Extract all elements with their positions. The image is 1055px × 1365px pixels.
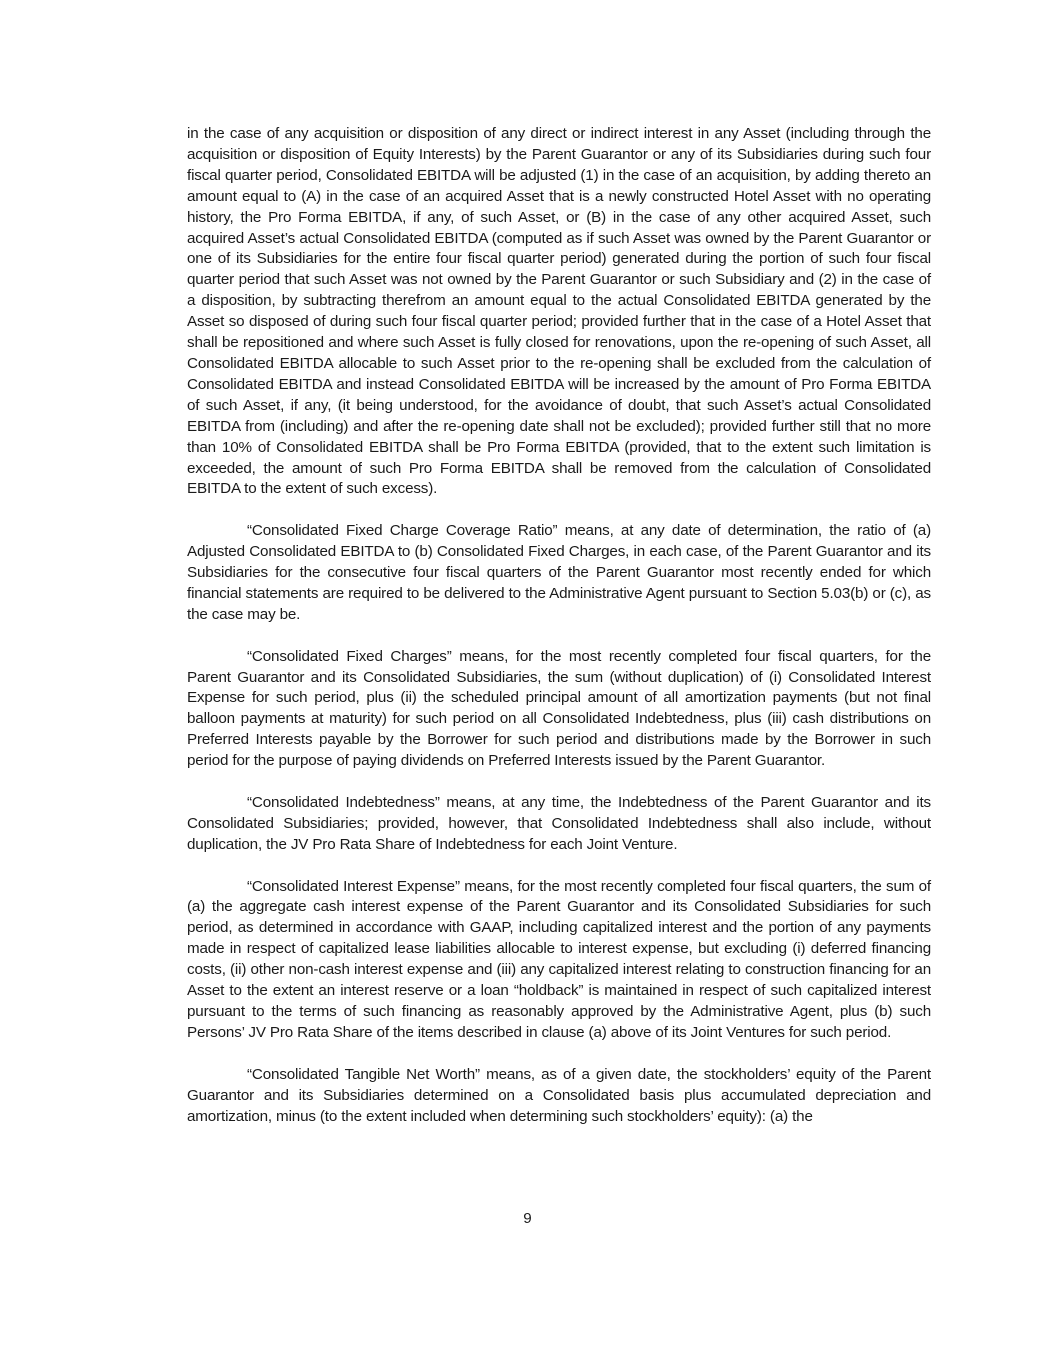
paragraph-consolidated-indebtedness: “Consolidated Indebtedness” means, at any time, the Indebtedness of the Parent Guarantor and its Consolidated Subsidiaries; provided, however, that Consolidated Indebtedness shall also include, without duplication, the JV Pro Rata Share of Indebtedness for each Joint Venture. (187, 793, 931, 853)
page-number: 9 (523, 1210, 532, 1227)
paragraph-ebitda-adjustment: in the case of any acquisition or disposition of any direct or indirect interest in any Asset (including through the acquisition or disposition of Equity Interests) by the Parent Guarantor or any of its Subsidiaries during such four fiscal quarter period, Consolidated EBITDA will be adjusted (1) in the case of an acquisition, by adding thereto an amount equal to (A) in the case of an acquired Asset that is a newly constructed Hotel Asset with no operating history, the Pro Forma EBITDA, if any, of such Asset, or (B) in the case of any other acquired Asset, such acquired Asset’s actual Consolidated EBITDA (computed as if such Asset was owned by the Parent Guarantor or one of its Subsidiaries for the entire four fiscal quarter period) generated during the portion of such four fiscal quarter period that such Asset was not owned by the Parent Guarantor or such Subsidiary and (2) in the case of a disposition, by subtracting therefrom an amount equal to the actual Consolidated EBITDA generated by the Asset so disposed of during such four fiscal quarter period; provided further that in the case of a Hotel Asset that shall be repositioned and where such Asset is fully closed for renovations, upon the re-opening of such Asset, all Consolidated EBITDA allocable to such Asset prior to the re-opening shall be excluded from the calculation of Consolidated EBITDA and instead Consolidated EBITDA will be increased by the amount of Pro Forma EBITDA of such Asset, if any, (it being understood, for the avoidance of doubt, that such Asset’s actual Consolidated EBITDA from (including) and after the re-opening date shall not be excluded); provided further still that no more than 10% of Consolidated EBITDA shall be Pro Forma EBITDA (provided, that to the extent such limitation is exceeded, the amount of such Pro Forma EBITDA shall be removed from the calculation of Consolidated EBITDA to the extent of such excess). (187, 125, 931, 498)
paragraph-fixed-charges: “Consolidated Fixed Charges” means, for the most recently completed four fiscal quarters, for the Parent Guarantor and its Consolidated Subsidiaries, the sum (without duplication) of (i) Consolidated Interest Expense for such period, plus (ii) the scheduled principal amount of all amortization payments (but not final balloon payments at maturity) for such period on all Consolidated Indebtedness, plus (iii) cash distributions on Preferred Interests payable by the Borrower for such period and distributions made by the Borrower in such period for the purpose of paying dividends on Preferred Interests issued by the Parent Guarantor. (187, 647, 931, 770)
paragraph-fixed-charge-coverage-ratio: “Consolidated Fixed Charge Coverage Ratio” means, at any date of determination, the ratio of (a) Adjusted Consolidated EBITDA to (b) Consolidated Fixed Charges, in each case, of the Parent Guarantor and its Subsidiaries for the consecutive four fiscal quarters of the Parent Guarantor most recently ended for which financial statements are required to be delivered to the Administrative Agent pursuant to Section 5.03(b) or (c), as the case may be. (187, 522, 931, 623)
paragraph-interest-expense: “Consolidated Interest Expense” means, for the most recently completed four fiscal quarters, the sum of (a) the aggregate cash interest expense of the Parent Guarantor and its Consolidated Subsidiaries for such period, as determined in accordance with GAAP, including capitalized interest and the portion of any payments made in respect of capitalized lease liabilities allocable to interest expense, but excluding (i) deferred financing costs, (ii) other non-cash interest expense and (iii) any capitalized interest relating to construction financing for an Asset to the extent an interest reserve or a loan “holdback” is maintained in respect of such capitalized interest pursuant to the terms of such financing as reasonably approved by the Administrative Agent, plus (b) such Persons’ JV Pro Rata Share of the items described in clause (a) above of its Joint Ventures for such period. (187, 877, 931, 1041)
paragraph-tangible-net-worth: “Consolidated Tangible Net Worth” means, as of a given date, the stockholders’ equity of the Parent Guarantor and its Subsidiaries determined on a Consolidated basis plus accumulated depreciation and amortization, minus (to the extent included when determining such stockholders’ equity): (a) the (187, 1065, 931, 1125)
document-body (187, 124, 931, 1127)
